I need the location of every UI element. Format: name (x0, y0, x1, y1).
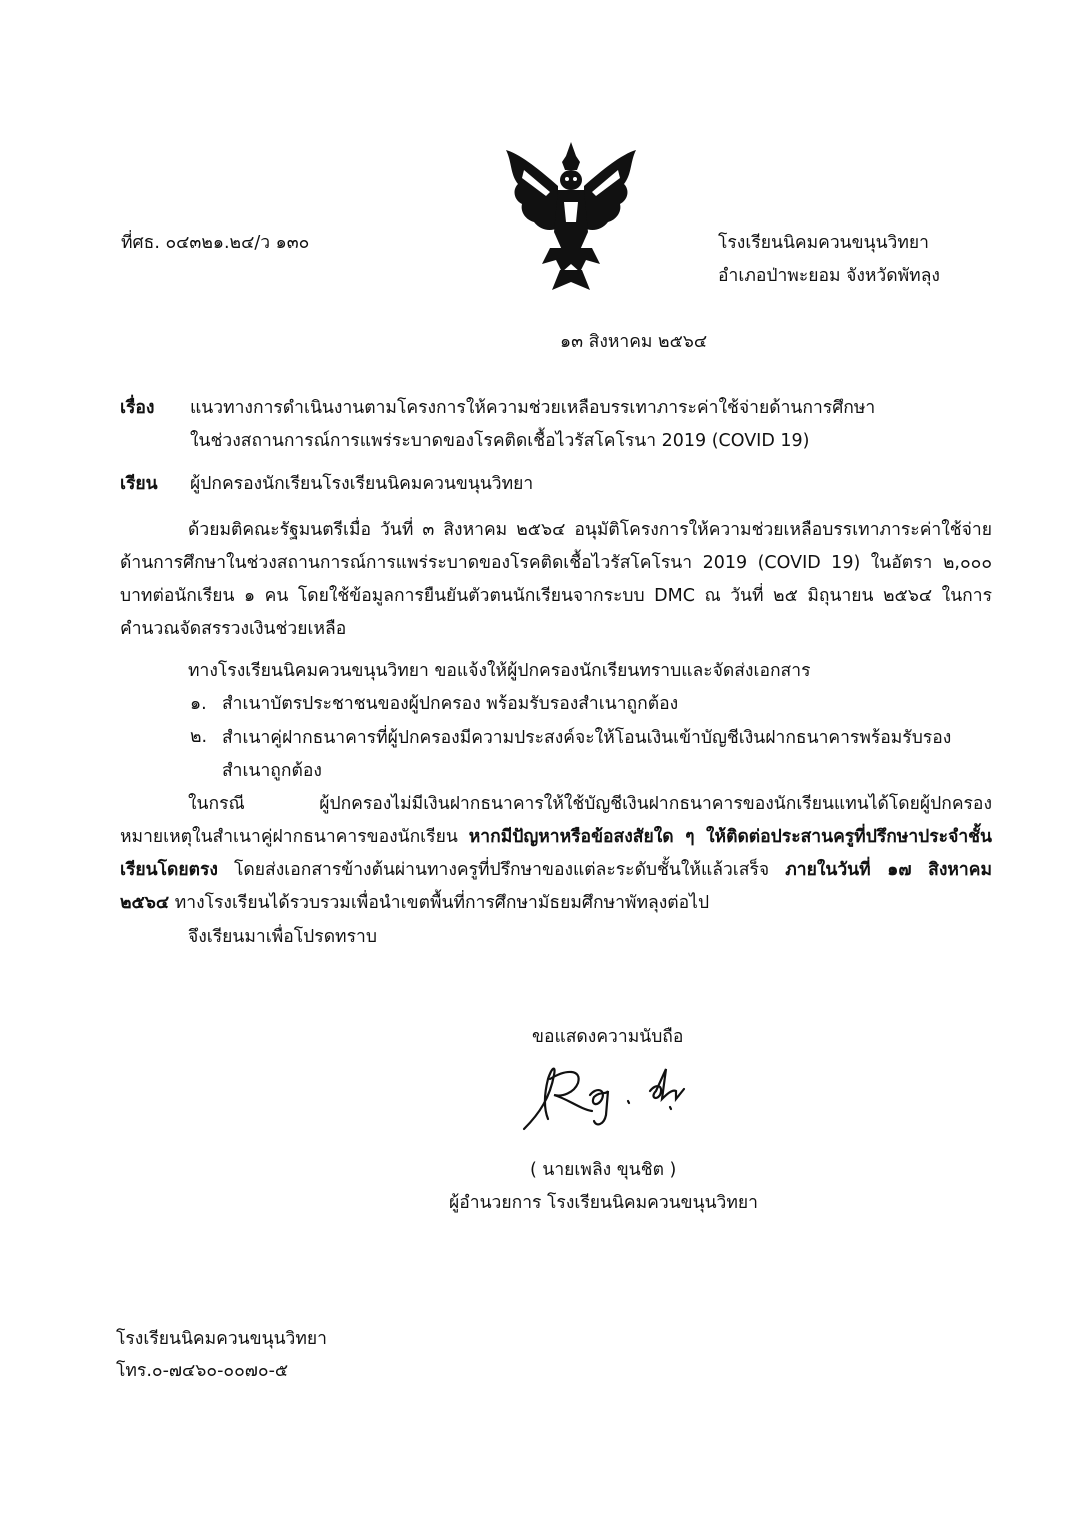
garuda-emblem (500, 140, 642, 292)
subject-line-1: แนวทางการดำเนินงานตามโครงการให้ความช่วยเหลือบรรเทาภาระค่าใช้จ่ายด้านการศึกษา (190, 398, 876, 418)
school-address-name: โรงเรียนนิคมควนขนุนวิทยา (718, 233, 929, 253)
footer-phone: โทร.๐-๗๔๖๐-๐๐๗๐-๕ (116, 1361, 289, 1381)
body-paragraph-3 (120, 788, 992, 920)
reference-number: ที่ศธ. ๐๔๓๒๑.๒๔/ว ๑๓๐ (121, 233, 310, 253)
para3-deadline-emphasis: ภายในวันที่ ๑๗ สิงหาคม ๒๕๖๔ (120, 860, 992, 913)
list-item-2-text: สำเนาคู่ฝากธนาคารที่ผู้ปกครองมีความประสงค์จะให้โอนเงินเข้าบัญชีเงินฝากธนาคารพร้อมรับรอง สำเนาถูกต้อง (222, 728, 952, 781)
list-item-2-number: ๒. (190, 727, 208, 747)
addressee-label: เรียน (120, 474, 158, 494)
subject-line-2: ในช่วงสถานการณ์การแพร่ระบาดของโรคติดเชื้อไวรัสโคโรนา 2019 (COVID 19) (190, 431, 810, 451)
para3-text-e: ทางโรงเรียนได้รวบรวมเพื่อนำเขตพื้นที่การศึกษามัธยมศึกษาพัทลุงต่อไป (169, 893, 710, 913)
closing-line: จึงเรียนมาเพื่อโปรดทราบ (188, 927, 377, 947)
body-paragraph-2: ทางโรงเรียนนิคมควนขนุนวิทยา ขอแจ้งให้ผู้ปกครองนักเรียนทราบและจัดส่งเอกสาร (188, 661, 811, 681)
para3-contact-emphasis: หากมีปัญหาหรือข้อสงสัยใด ๆ ให้ติดต่อประสานครูที่ปรึกษาประจำชั้นเรียนโดยตรง (120, 827, 992, 880)
body-paragraph-1: ด้วยมติคณะรัฐมนตรีเมื่อ วันที่ ๓ สิงหาคม ๒๕๖๔ อนุมัติโครงการให้ความช่วยเหลือบรรเทาภาระค่าใช้จ่ายด้านการศึกษาในช่วงสถานการณ์การแพร่ระบาดของโรคติดเชื้อไวรัสโคโรนา 2019 (COVID 19) ในอัตรา ๒,๐๐๐ บาทต่อนักเรียน ๑ คน โดยใช้ข้อมูลการยืนยันตัวตนนักเรียนจากระบบ DMC ณ วันที่ ๒๕ มิถุนายน ๒๕๖๔ ในการคำนวณจัดสรรวงเงินช่วยเหลือ (120, 520, 992, 639)
signer-position: ผู้อำนวยการ โรงเรียนนิคมควนขนุนวิทยา (449, 1193, 758, 1213)
letter-date: ๑๓ สิงหาคม ๒๕๖๔ (560, 332, 708, 352)
subject-label: เรื่อง (120, 398, 155, 418)
signer-name: ( นายเพลิง ขุนชิต ) (530, 1160, 677, 1180)
list-item-1-number: ๑. (190, 694, 207, 714)
para3-text-a: ในกรณี ผู้ปกครองไม่มีเงินฝากธนาคารให้ใช้บัญชีเงินฝากธนาคารของนักเรียนแทนได้โดยผู้ปกครองหมายเหตุในสำเนาคู่ฝากธนาคารของนักเรียน (120, 794, 992, 847)
list-item-1-text: สำเนาบัตรประชาชนของผู้ปกครอง พร้อมรับรองสำเนาถูกต้อง (222, 694, 679, 714)
footer-school-name: โรงเรียนนิคมควนขนุนวิทยา (116, 1329, 327, 1349)
school-address-district: อำเภอป่าพะยอม จังหวัดพัทลุง (718, 266, 940, 286)
signature-image (510, 1055, 710, 1135)
addressee-text: ผู้ปกครองนักเรียนโรงเรียนนิคมควนขนุนวิทยา (190, 474, 534, 494)
closing-regards: ขอแสดงความนับถือ (532, 1027, 684, 1047)
para3-text-c: โดยส่งเอกสารข้างต้นผ่านทางครูที่ปรึกษาของแต่ละระดับชั้นให้แล้วเสร็จ (217, 860, 786, 880)
